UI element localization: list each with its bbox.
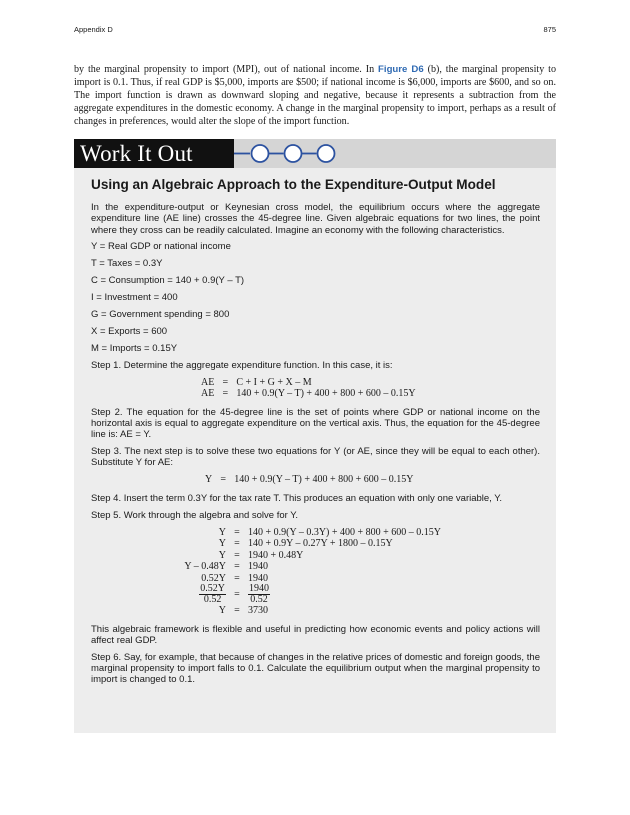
fraction-denominator: 0.52 bbox=[250, 594, 268, 606]
equation-rhs: 1940 + 0.48Y bbox=[248, 549, 304, 561]
equation-lhs: Y bbox=[205, 474, 213, 486]
equation-rhs: 140 + 0.9Y – 0.27Y + 1800 – 0.15Y bbox=[248, 538, 393, 550]
step-5-text: Step 5. Work through the algebra and solve for Y. bbox=[91, 509, 299, 521]
equation-lhs: Y bbox=[218, 538, 226, 550]
equation-rhs: 140 + 0.9(Y – 0.3Y) + 400 + 800 + 600 – 0.15Y bbox=[248, 526, 442, 538]
equation-lhs: 0.52Y bbox=[201, 572, 226, 584]
equation-row bbox=[175, 550, 441, 562]
step-1-text: Step 1. Determine the aggregate expenditure function. In this case, it is: bbox=[91, 359, 393, 371]
equation-operator: = bbox=[222, 376, 229, 388]
equation-rhs: 140 + 0.9(Y – T) + 400 + 800 + 600 – 0.15Y bbox=[236, 388, 416, 400]
equation-row-fraction bbox=[175, 584, 441, 605]
fraction-numerator: 1940 bbox=[249, 583, 269, 595]
equation-rhs-fraction bbox=[248, 584, 441, 605]
equation-lhs: Y bbox=[218, 526, 226, 538]
framework-paragraph: This algebraic framework is flexible and useful in predicting how economic events and policy actions will affect real GDP. bbox=[91, 623, 540, 646]
equation-row bbox=[205, 474, 413, 486]
equation-rhs: 140 + 0.9(Y – T) + 400 + 800 + 600 – 0.15Y bbox=[234, 474, 414, 486]
box-content bbox=[91, 176, 540, 691]
equation-operator: = bbox=[234, 549, 240, 561]
definition-line: C = Consumption = 140 + 0.9(Y – T) bbox=[91, 275, 245, 287]
equation-block-solve bbox=[91, 527, 540, 617]
step-3-text: Step 3. The next step is to solve these two equations for Y (or AE, since they will be equal to each other). Substitute Y for AE: bbox=[91, 446, 540, 469]
figure-link[interactable]: Figure D6 bbox=[378, 64, 424, 75]
equation-lhs: Y – 0.48Y bbox=[184, 561, 226, 573]
equation-lhs: Y bbox=[218, 605, 226, 617]
intro-box-paragraph: In the expenditure-output or Keynesian cross model, the equilibrium occurs where the aggregate expenditure line (AE line) crosses the 45-degree line. Given algebraic equations for two lines, the point where they cross can be readily calculated. Imagine an economy with the following characteristics. bbox=[91, 202, 540, 236]
step-4-text: Step 4. Insert the term 0.3Y for the tax rate T. This produces an equation with only one variable, Y. bbox=[91, 492, 503, 504]
equation-operator: = bbox=[234, 605, 240, 617]
equation-operator: = bbox=[234, 561, 240, 573]
work-it-out-banner bbox=[74, 139, 556, 168]
equation-lhs: AE bbox=[201, 388, 215, 400]
banner-title: Work It Out bbox=[74, 139, 234, 168]
fraction bbox=[199, 584, 226, 605]
running-header-section: Appendix D bbox=[74, 25, 113, 34]
equation-rhs: 1940 bbox=[248, 572, 268, 584]
fraction-numerator: 0.52Y bbox=[200, 583, 225, 595]
fraction bbox=[248, 584, 270, 605]
equation-lhs: AE bbox=[201, 376, 215, 388]
box-heading: Using an Algebraic Approach to the Expenditure-Output Model bbox=[91, 177, 496, 192]
equation-row bbox=[175, 527, 441, 539]
equation-operator: = bbox=[234, 538, 240, 550]
intro-text-start: by the marginal propensity to import (MPI), out of national income. In bbox=[74, 64, 379, 75]
definition-line: M = Imports = 0.15Y bbox=[91, 342, 178, 354]
equation-row bbox=[175, 605, 441, 617]
page-number: 875 bbox=[543, 25, 556, 34]
equation-operator: = bbox=[220, 474, 227, 486]
definition-line: I = Investment = 400 bbox=[91, 292, 178, 304]
circles-decoration-icon bbox=[234, 139, 424, 168]
intro-paragraph bbox=[74, 64, 556, 129]
equation-row bbox=[201, 377, 416, 389]
equation-operator: = bbox=[234, 526, 240, 538]
equation-rhs: 3730 bbox=[248, 605, 268, 617]
definition-line: G = Government spending = 800 bbox=[91, 309, 230, 321]
equation-lhs-fraction bbox=[175, 584, 226, 605]
equation-rhs: 1940 bbox=[248, 561, 268, 573]
equation-lhs: Y bbox=[218, 549, 226, 561]
definition-line: X = Exports = 600 bbox=[91, 325, 168, 337]
equation-block-substitute bbox=[91, 474, 540, 486]
equation-operator: = bbox=[234, 588, 240, 600]
equation-block-ae bbox=[91, 377, 540, 400]
equation-operator: = bbox=[234, 572, 240, 584]
definition-line: Y = Real GDP or national income bbox=[91, 241, 231, 253]
intro-text-end: (b), the marginal propensity to import is 0.1. Thus, if real GDP is $5,000, imports are $500; if national income is $6,000, imports are $600, and so on. The import function is drawn as downward sloping and negative, because it represents a subtraction from the aggregate expenditures in the domestic economy. A change in the marginal propensity to import, perhaps as a result of changes in preferences, would alter the slope of the import function. bbox=[74, 64, 557, 127]
step-6-text: Step 6. Say, for example, that because of changes in the relative prices of domestic and foreign goods, the marginal propensity to import falls to 0.1. Calculate the equilibrium output when the marginal propensity to import is changed to 0.1. bbox=[91, 651, 540, 686]
equation-row bbox=[175, 538, 441, 550]
equation-rhs: C + I + G + X – M bbox=[236, 376, 312, 388]
equation-row bbox=[175, 561, 441, 573]
work-it-out-box bbox=[74, 139, 556, 733]
equation-row bbox=[201, 388, 416, 400]
fraction-denominator: 0.52 bbox=[203, 594, 222, 606]
definition-line: T = Taxes = 0.3Y bbox=[91, 258, 163, 270]
equation-operator: = bbox=[222, 388, 229, 400]
step-2-text: Step 2. The equation for the 45-degree line is the set of points where GDP or national income on the horizontal axis is equal to aggregate expenditure on the vertical axis. Thus, the equation for the 45-degree line is: AE = Y. bbox=[91, 406, 540, 441]
